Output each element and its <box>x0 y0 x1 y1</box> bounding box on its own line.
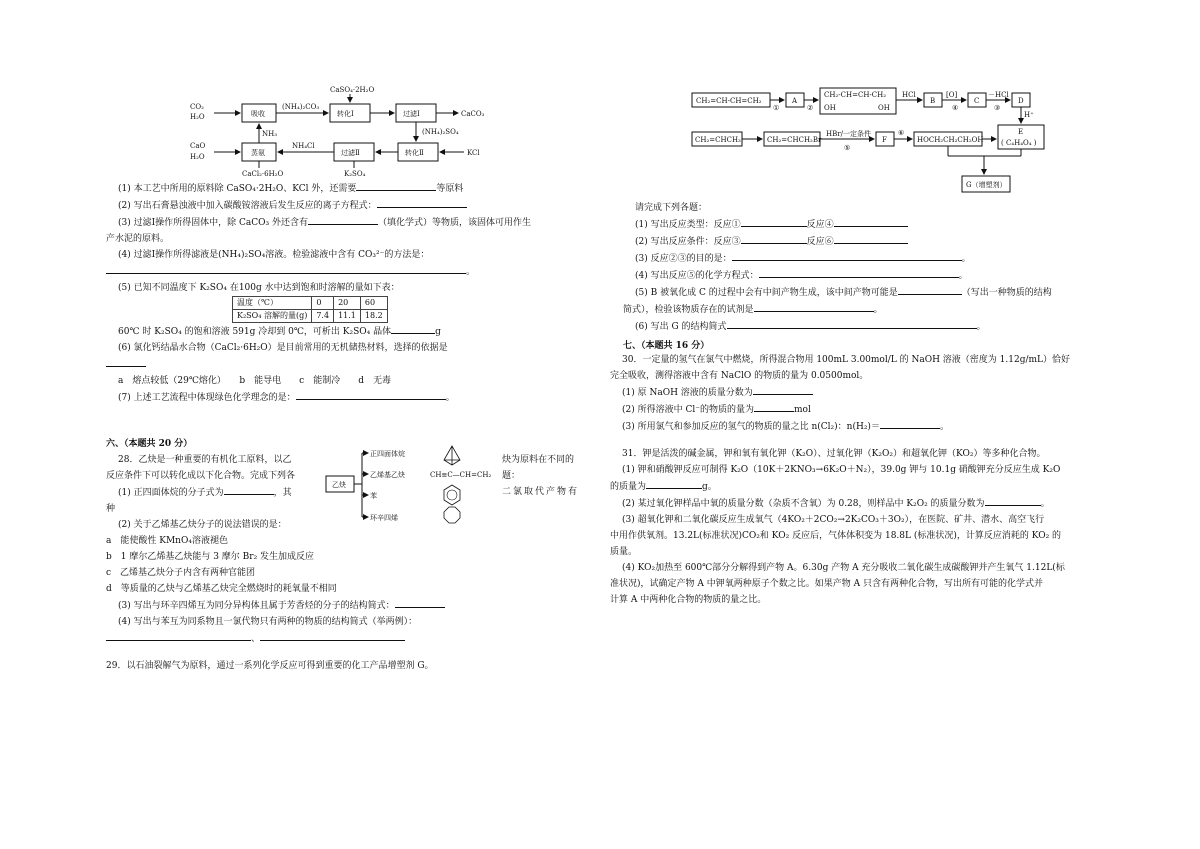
q27-p3: (3) 过滤Ⅰ操作所得固体中，除 CaCO₃ 外还含有 <box>118 218 309 228</box>
step-5: ⑤ <box>844 144 851 152</box>
period: 。 <box>939 422 949 432</box>
box-steam-label: 蒸氨 <box>251 149 265 157</box>
box-e-label: E <box>1018 128 1024 136</box>
q31-3c: 质量。 <box>610 547 638 557</box>
q29-p3: (3) 反应②③的目的是： <box>635 254 732 264</box>
label-k2so4: K₂SO₄ <box>344 170 366 176</box>
branch-tetrahedrane: 正四面体烷 <box>370 450 405 458</box>
q28-intro2: 反应条件下可以转化成以下化合物。完成下列各 <box>106 471 296 481</box>
q29-p6: (6) 写出 G 的结构简式 <box>635 322 727 332</box>
answer-blank[interactable] <box>754 301 874 312</box>
question-27 <box>106 180 596 406</box>
q31-4a: (4) KO₂加热至 600℃部分分解得到产物 A。6.30g 产物 A 充分吸收二氧化碳生成碳酸钾并产生氧气 1.12L(标 <box>622 563 1065 573</box>
q30-1: (1) 原 NaOH 溶液的质量分数为 <box>622 388 753 398</box>
answer-blank[interactable] <box>296 389 446 400</box>
step-4: ④ <box>952 104 959 112</box>
q28-intro1: 28．乙炔是一种重要的有机化工原料，以乙 <box>118 455 292 465</box>
answer-blank[interactable] <box>260 630 405 641</box>
table-cell: 18.2 <box>360 310 387 323</box>
period: 。 <box>976 322 986 332</box>
q27-unit: g <box>435 327 441 337</box>
reagent-oxidation: [O] <box>946 91 958 99</box>
q28-q1: (1) 正四面体烷的分子式为 <box>118 488 224 498</box>
box-convert-1-label: 转化Ⅰ <box>337 110 354 118</box>
process-flowchart <box>186 86 496 176</box>
answer-blank[interactable] <box>356 180 436 191</box>
answer-blank[interactable] <box>759 267 959 278</box>
propanediol-label: HOCH₂CH₂CH₂OH <box>917 136 984 144</box>
q28-q1d: 种 <box>106 504 116 514</box>
diol-oh-2: OH <box>878 104 890 112</box>
q28-option-c: c 乙烯基乙炔分子内含有两种官能团 <box>106 568 256 578</box>
separator: 、 <box>251 634 261 644</box>
q31-line-a: 31．钾是活泼的碱金属，钾和氧有氧化钾（K₂O）、过氧化钾（K₂O₂）和超氧化钾（KO₂）等多种化合物。 <box>622 449 1046 459</box>
allyl-bromide-label: CH₂=CHCH₂Br <box>767 136 822 144</box>
q29-p5: (5) B 被氧化成 C 的过程中会有中间产物生成，该中间产物可能是 <box>635 288 898 298</box>
q27-p7: (7) 上述工艺流程中体现绿色化学理念的是： <box>118 393 296 403</box>
answer-blank[interactable] <box>732 250 962 261</box>
reactant-propene-label: CH₂=CHCH₃ <box>695 136 741 144</box>
cyclooctatetraene-icon <box>444 507 460 523</box>
answer-blank[interactable] <box>880 418 940 429</box>
section-6-title: 六、（本题共 20 分） <box>106 439 193 449</box>
answer-blank[interactable] <box>985 495 1041 506</box>
box-filter-1-label: 过滤Ⅰ <box>403 110 420 118</box>
period: 。 <box>466 267 476 277</box>
reagent-hbr: HBr/一定条件 <box>826 130 871 138</box>
q30-3: (3) 所用氯气和参加反应的氢气的物质的量之比 n(Cl₂)：n(H₂)＝ <box>622 422 880 432</box>
box-g-label: G（增塑剂） <box>966 181 1007 189</box>
label-nh3: NH₃ <box>262 130 278 138</box>
q30-line-b: 完全吸收，测得溶液中含有 NaClO 的物质的量为 0.0500mol。 <box>610 371 869 381</box>
box-a-label: A <box>792 97 798 105</box>
q29-p1: (1) 写出反应类型：反应① <box>635 220 741 230</box>
answer-blank[interactable] <box>727 318 977 329</box>
q27-p6: (6) 氯化钙结晶水合物（CaCl₂·6H₂O）是目前常用的无机储热材料，选择的依据是 <box>118 343 448 353</box>
q29-p1b: 反应④ <box>806 220 834 230</box>
answer-blank[interactable] <box>395 597 445 608</box>
q31-2: (2) 某过氧化钾样品中氧的质量分数（杂质不含氧）为 0.28，则样品中 K₂O₂ 的质量分数为 <box>622 499 985 509</box>
q27-p3b: （填化学式）等物质，该固体可用作生 <box>378 218 532 228</box>
q28-q2: (2) 关于乙烯基乙炔分子的说法错误的是： <box>118 520 287 530</box>
q29-p5c: 简式），检验该物质存在的试剂是 <box>623 305 754 315</box>
label-caso4: CaSO₄·2H₂O <box>330 86 375 94</box>
input-cao: CaO <box>190 142 206 150</box>
acetylene-label: 乙炔 <box>332 481 346 489</box>
q29-p2b: 反应⑥ <box>806 237 834 247</box>
box-absorb-label: 吸收 <box>251 110 265 118</box>
q31-4c: 计算 A 中两种化合物的物质的量之比。 <box>610 595 767 605</box>
q27-p3c: 产水泥的原料。 <box>106 234 170 244</box>
step-2: ② <box>807 104 814 112</box>
answer-blank[interactable] <box>106 356 146 367</box>
q28-intro3-text: 炔为原料在不同的 <box>502 455 575 465</box>
period: 。 <box>1040 499 1050 509</box>
diol-oh-1: OH <box>824 104 836 112</box>
period: 。 <box>961 254 971 264</box>
reagent-minus-hcl: －HCl <box>988 91 1009 99</box>
step-6: ⑥ <box>898 129 905 137</box>
q28-option-b: b 1 摩尔乙烯基乙炔能与 3 摩尔 Br₂ 发生加成反应 <box>106 552 315 562</box>
q31-3a: (3) 超氧化钾和二氧化碳反应生成氧气（4KO₂＋2CO₂→2K₂CO₃＋3O₂），在医院、矿井、潜水、高空飞行 <box>622 515 1045 525</box>
step-3: ③ <box>994 104 1001 112</box>
q30-2: (2) 所得溶液中 Cl⁻的物质的量为 <box>622 405 754 415</box>
label-cacl2: CaCl₂·6H₂O <box>242 170 284 176</box>
q30-line-a: 30．一定量的氢气在氯气中燃烧，所得混合物用 100mL 3.00mol/L 的 NaOH 溶液（密度为 1.12g/mL）恰好 <box>622 355 1070 365</box>
label-nh4cl: NH₄Cl <box>292 142 315 150</box>
answer-blank[interactable] <box>753 384 813 395</box>
reactant-butadiene-label: CH₂=CH-CH=CH₂ <box>696 97 762 105</box>
table-cell: 温度（℃） <box>233 297 312 310</box>
answer-blank[interactable] <box>646 478 702 489</box>
q29-intro: 29．以石油裂解气为原料，通过一系列化学反应可得到重要的化工产品增塑剂 G。 <box>106 661 434 671</box>
answer-blank[interactable] <box>898 284 962 295</box>
input-co2: CO₂ <box>190 103 204 111</box>
q31-1c: g。 <box>702 482 717 492</box>
label-nh42co3: (NH₄)₂CO₃ <box>282 103 320 111</box>
period: 。 <box>958 271 968 281</box>
label-caco3: CaCO₃ <box>461 110 485 118</box>
input-h2o: H₂O <box>190 113 205 121</box>
q28-intro4: 题： <box>502 471 521 481</box>
table-cell: 0 <box>312 297 334 310</box>
box-d-label: D <box>1018 97 1024 105</box>
step-1: ① <box>773 104 780 112</box>
box-b-label: B <box>930 97 936 105</box>
benzene-ring-icon <box>447 490 457 500</box>
branch-vinylacetylene: 乙烯基乙炔 <box>370 471 405 479</box>
table-cell: K₂SO₄ 溶解的量(g) <box>233 310 312 323</box>
q31-1b: 的质量为 <box>610 482 647 492</box>
answer-blank[interactable] <box>224 484 274 495</box>
q28-q1c: 二氯取代产物有 <box>502 487 580 497</box>
acetylene-diagram <box>322 445 500 525</box>
answer-blank[interactable] <box>106 263 466 274</box>
answer-blank[interactable] <box>377 197 467 208</box>
table-cell: 20 <box>334 297 361 310</box>
answer-blank[interactable] <box>106 630 251 641</box>
q28-intro3 <box>502 452 574 468</box>
q28-q3: (3) 写出与环辛四烯互为同分异构体且属于芳香烃的分子的结构简式： <box>118 601 395 611</box>
q28-option-d: d 等质量的乙炔与乙烯基乙炔完全燃烧时的耗氧量不相同 <box>106 584 337 594</box>
q27-p2: (2) 写出石膏悬浊液中加入碳酸铵溶液后发生反应的离子方程式： <box>118 201 377 211</box>
reagent-hplus: H⁺ <box>1024 111 1034 119</box>
q30-2-unit: mol <box>794 405 811 415</box>
period: 。 <box>445 393 455 403</box>
table-cell: 11.1 <box>334 310 361 323</box>
box-f-label: F <box>882 136 887 144</box>
q29-p2: (2) 写出反应条件：反应③ <box>635 237 741 247</box>
question-29 <box>623 200 1093 335</box>
answer-blank[interactable] <box>308 214 378 225</box>
diol-formula: CH₂-CH=CH-CH₂ <box>824 91 887 99</box>
question-30 <box>610 352 1090 435</box>
synthesis-flowchart <box>690 86 1080 198</box>
table-cell: 60 <box>360 297 387 310</box>
box-convert-2-label: 转化Ⅱ <box>405 149 424 157</box>
answer-blank[interactable] <box>741 216 807 227</box>
box-c-label: C <box>974 97 980 105</box>
q28-q1b: ，其 <box>273 488 292 498</box>
q27-options: a 熔点较低（29℃熔化） b 能导电 c 能制冷 d 无毒 <box>118 376 391 386</box>
q28-q4: (4) 写出与苯互为同系物且一氯代物只有两种的物质的结构简式（举两例）： <box>118 617 418 627</box>
branch-cyclooctatetraene: 环辛四烯 <box>370 514 398 522</box>
input-h2o-2: H₂O <box>190 153 205 161</box>
benzene-icon <box>444 485 460 505</box>
q31-4b: 准状况)，试确定产物 A 中钾氧两种原子个数之比。如果产物 A 只含有两种化合物，写出所有可能的化学式并 <box>610 579 1043 589</box>
q29-p4: (4) 写出反应⑤的化学方程式： <box>635 271 759 281</box>
label-nh42so4: (NH₄)₂SO₄ <box>422 128 459 136</box>
q28-option-a: a 能使酸性 KMnO₄溶液褪色 <box>106 536 228 546</box>
reagent-hcl: HCl <box>902 91 916 99</box>
question-31 <box>610 446 1090 608</box>
q27-p1b: 等原料 <box>436 184 464 194</box>
box-e-formula: ( C₄H₄O₄ ) <box>1001 139 1037 147</box>
answer-blank[interactable] <box>834 216 908 227</box>
q27-p4: (4) 过滤Ⅰ操作所得滤液是(NH₄)₂SO₄溶液。检验滤液中含有 CO₃²⁻的方法是： <box>118 250 430 260</box>
answer-blank[interactable] <box>741 233 807 244</box>
period: 。 <box>873 305 883 315</box>
box-filter-2-label: 过滤Ⅱ <box>341 149 360 157</box>
vinylacetylene-formula: CH≡C—CH=CH₂ <box>430 471 492 479</box>
tetrahedrane-icon <box>444 446 460 465</box>
q27-p1: (1) 本工艺中所用的原料除 CaSO₄·2H₂O、KCl 外，还需要 <box>118 184 357 194</box>
q27-p5b: 60℃ 时 K₂SO₄ 的饱和溶液 591g 冷却到 0℃，可析出 K₂SO₄ 晶体 <box>118 327 392 337</box>
q29-p5b: （写出一种物质的结构 <box>961 288 1052 298</box>
q29-intro-text: 请完成下列各题： <box>635 203 708 213</box>
q31-1: (1) 钾和硝酸钾反应可制得 K₂O（10K＋2KNO₃→6K₂O＋N₂），39.0g 钾与 10.1g 硝酸钾充分反应生成 K₂O <box>622 465 1061 475</box>
branch-benzene: 苯 <box>370 492 377 500</box>
answer-blank[interactable] <box>834 233 908 244</box>
q27-p5: (5) 已知不同温度下 K₂SO₄ 在100g 水中达到饱和时溶解的量如下表： <box>118 283 400 293</box>
section-7-title: 七、（本题共 16 分） <box>623 341 710 351</box>
solubility-table <box>232 296 388 323</box>
q31-3b: 中用作供氧剂。13.2L(标准状况)CO₂和 KO₂ 反应后，气体体积变为 18.8L (标准状况)，计算反应消耗的 KO₂ 的 <box>610 531 1062 541</box>
label-kcl: KCl <box>467 149 480 157</box>
answer-blank[interactable] <box>754 401 794 412</box>
answer-blank[interactable] <box>391 323 435 334</box>
table-cell: 7.4 <box>312 310 334 323</box>
